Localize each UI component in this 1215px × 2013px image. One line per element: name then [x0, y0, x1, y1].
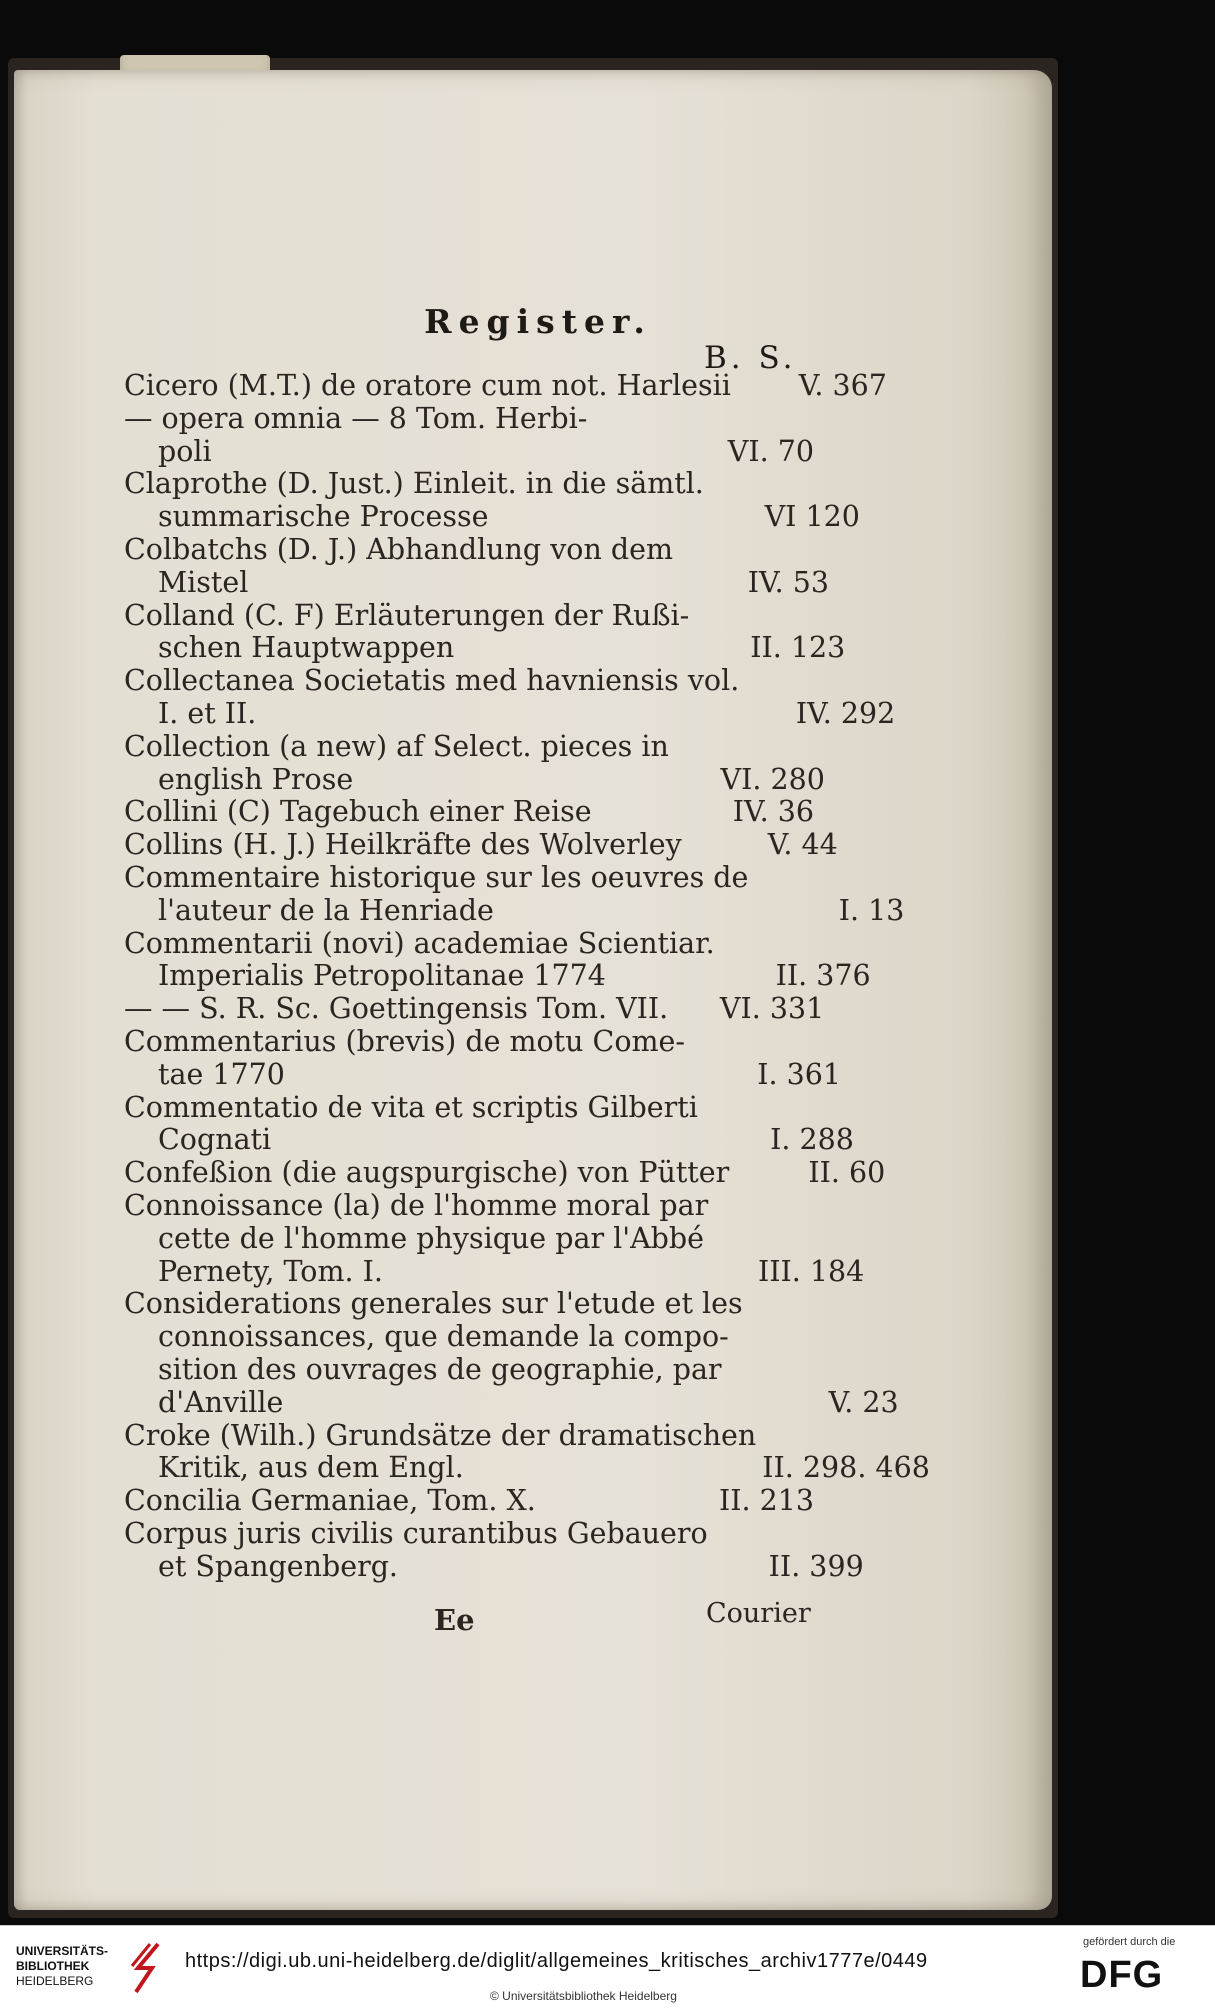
entry-reference: I. 13	[838, 893, 905, 927]
entry-text-line: Commentatio de vita et scriptis Gilberti	[124, 1090, 698, 1124]
entry-reference: VI 120	[764, 500, 860, 534]
entry-text-line: d'Anville	[158, 1385, 284, 1419]
entry-text-line: summarische Processe	[158, 500, 489, 534]
register-entry	[124, 729, 825, 797]
entry-text-line: schen Hauptwappen	[158, 631, 455, 665]
register-entry	[124, 1287, 899, 1419]
funded-by-label: gefördert durch die	[1083, 1936, 1176, 1948]
register-entry	[124, 1485, 814, 1518]
entry-text-line: Commentarius (brevis) de motu Come-	[124, 1024, 686, 1058]
entry-text-line: Colland (C. F) Erläuterungen der Rußi-	[124, 598, 690, 632]
register-list	[124, 369, 930, 1583]
entry-text-line: l'auteur de la Henriade	[158, 893, 494, 927]
entry-reference: IV. 36	[732, 795, 814, 829]
entry-text-line: Corpus juris civilis curantibus Gebauero	[124, 1516, 708, 1550]
entry-reference: IV. 292	[795, 696, 896, 730]
library-logo-icon	[128, 1940, 166, 1996]
register-entry	[124, 1516, 864, 1584]
entry-text-line: Kritik, aus dem Engl.	[158, 1451, 464, 1485]
register-entry	[124, 926, 871, 994]
page-title: Register.	[424, 302, 652, 341]
entry-text-line: Collectanea Societatis med havniensis vol.	[124, 664, 740, 698]
entry-text-line: Croke (Wilh.) Grundsätze der dramatischen	[124, 1418, 757, 1452]
entry-text-line: Commentarii (novi) academiae Scientiar.	[124, 926, 715, 960]
entry-text-line: Pernety, Tom. I.	[158, 1254, 383, 1288]
entry-text-line: I. et II.	[158, 696, 257, 730]
signature-mark: Ee	[434, 1603, 475, 1637]
register-entry	[124, 1418, 930, 1486]
entry-text-line: Cognati	[158, 1123, 272, 1157]
entry-text-line: Cicero (M.T.) de oratore cum not. Harlesii	[124, 369, 731, 402]
scanned-page	[14, 70, 1052, 1910]
register-entry	[124, 860, 905, 928]
entry-reference: II. 298. 468	[762, 1451, 930, 1485]
catchword: Courier	[706, 1598, 811, 1629]
entry-reference: II. 123	[750, 631, 846, 665]
entry-text-line: Colbatchs (D. J.) Abhandlung von dem	[124, 532, 674, 566]
entry-text-line: Confeßion (die augspurgische) von Pütter	[124, 1156, 730, 1190]
permalink-url[interactable]: https://digi.ub.uni-heidelberg.de/diglit/allgemeines_kritisches_archiv1777e/0449	[185, 1950, 928, 1972]
entry-text-line: — opera omnia — 8 Tom. Herbi-	[124, 401, 588, 435]
entry-text-line: — — S. R. Sc. Goettingensis Tom. VII.	[124, 992, 669, 1026]
register-entry	[124, 828, 838, 862]
register-entry	[124, 598, 846, 666]
entry-reference: II. 60	[808, 1156, 886, 1190]
entry-reference: I. 288	[770, 1123, 854, 1157]
register-entry	[124, 796, 814, 829]
entry-reference: II. 213	[718, 1484, 814, 1518]
register-entry	[124, 1188, 865, 1288]
entry-text-line: sition des ouvrages de geographie, par	[158, 1352, 722, 1386]
register-entry	[124, 1156, 886, 1190]
entry-reference: II. 376	[775, 959, 871, 993]
register-entry	[124, 467, 860, 534]
entry-text-line: Connoissance (la) de l'homme moral par	[124, 1188, 709, 1222]
entry-text-line: Collins (H. J.) Heilkräfte des Wolverley	[124, 828, 682, 862]
entry-text-line: Concilia Germaniae, Tom. X.	[124, 1484, 536, 1518]
register-entry	[124, 1090, 854, 1158]
library-name-line2: BIBLIOTHEK	[16, 1959, 90, 1973]
library-name-line1: UNIVERSITÄTS-	[16, 1944, 109, 1958]
entry-reference: III. 184	[757, 1254, 865, 1288]
entry-text-line: Imperialis Petropolitanae 1774	[158, 959, 606, 993]
entry-text-line: tae 1770	[158, 1057, 285, 1091]
entry-text-line: connoissances, que demande la compo-	[158, 1320, 729, 1354]
entry-reference: VI. 331	[719, 992, 825, 1026]
entry-text-line: Claprothe (D. Just.) Einleit. in die sämtl.	[124, 467, 704, 501]
entry-reference: IV. 53	[747, 565, 830, 599]
entry-text-line: Collection (a new) af Select. pieces in	[124, 729, 669, 763]
entry-text-line: Collini (C) Tagebuch einer Reise	[124, 795, 592, 829]
entry-reference: V. 44	[767, 828, 838, 862]
copyright-notice: © Universitätsbibliothek Heidelberg	[490, 1989, 677, 2003]
entry-reference: I. 361	[757, 1057, 842, 1091]
entry-text-line: poli	[158, 434, 212, 468]
register-entry	[124, 1024, 842, 1092]
entry-reference: VI. 280	[720, 762, 825, 796]
dfg-logo: DFG	[1080, 1954, 1164, 1996]
entry-text-line: et Spangenberg.	[158, 1549, 398, 1583]
viewer-footer-bar	[0, 1925, 1215, 2013]
entry-text-line: cette de l'homme physique par l'Abbé	[158, 1221, 705, 1255]
entry-text-line: english Prose	[158, 762, 354, 796]
library-name-line3: HEIDELBERG	[16, 1974, 94, 1988]
entry-reference: VI. 70	[727, 434, 814, 468]
entry-reference: V. 367	[798, 369, 887, 402]
entry-reference: V. 23	[828, 1385, 899, 1419]
entry-reference: II. 399	[768, 1549, 864, 1583]
register-entry	[124, 664, 896, 731]
column-heading: B. S.	[704, 340, 797, 376]
entry-text-line: Commentaire historique sur les oeuvres de	[124, 860, 749, 894]
register-entry	[124, 369, 887, 403]
entry-text-line: Mistel	[158, 565, 249, 599]
register-entry	[124, 532, 830, 600]
library-logo-text	[16, 1944, 108, 1989]
register-entry	[124, 992, 825, 1026]
entry-text-line: Considerations generales sur l'etude et les	[124, 1287, 743, 1321]
register-entry	[124, 403, 814, 469]
